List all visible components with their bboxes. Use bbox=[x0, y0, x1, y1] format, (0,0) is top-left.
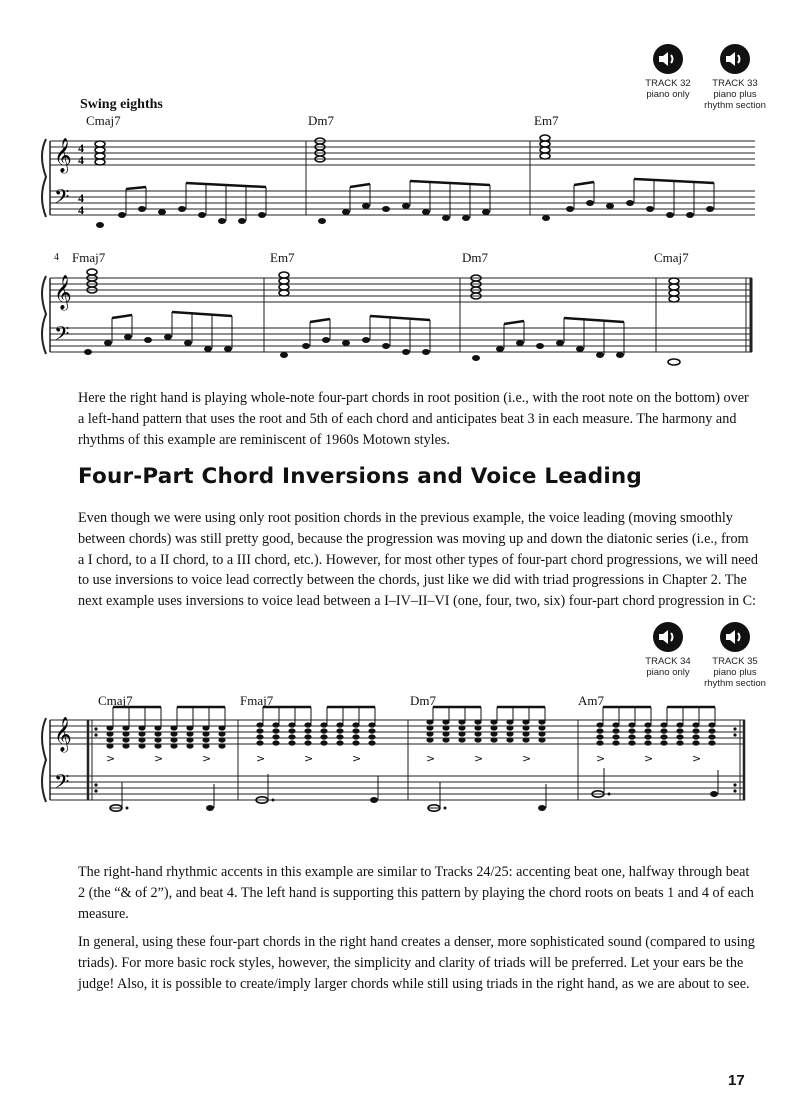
track-title: TRACK 32 bbox=[645, 78, 691, 89]
music-staff-system-2 bbox=[30, 262, 760, 372]
track-32-audio[interactable] bbox=[633, 44, 703, 100]
paragraph-4: In general, using these four-part chords in the right hand creates a denser, more sophisticated sound (compared to using triads). For more basic rock styles, however, the simplicity and clarity of triads will be preferred. Let your ears be the judge! Also, it is possible to create/imply larger chords while still using triads in the right hand, as we are about to see. bbox=[78, 934, 755, 992]
paragraph-3: The right-hand rhythmic accents in this example are similar to Tracks 24/25: accenting beat one, halfway through beat 2 (the “& of 2”), and beat 4. The left hand is supporting this pattern by playing the chord roots on beats 1 and 4 of each measure. bbox=[78, 864, 754, 922]
track-desc-2: rhythm section bbox=[704, 100, 766, 111]
chord-symbol: Dm7 bbox=[410, 693, 436, 708]
svg-text:4: 4 bbox=[78, 191, 84, 205]
speaker-icon bbox=[720, 44, 750, 74]
speaker-icon bbox=[653, 622, 683, 652]
svg-text:>: > bbox=[154, 752, 164, 765]
svg-text:𝄞: 𝄞 bbox=[54, 138, 72, 173]
track-title: TRACK 33 bbox=[712, 78, 758, 89]
svg-text:𝄢: 𝄢 bbox=[54, 770, 70, 798]
chord-symbol: Cmaj7 bbox=[86, 113, 121, 128]
svg-text:4: 4 bbox=[78, 203, 84, 217]
chord-symbol: Cmaj7 bbox=[654, 250, 689, 265]
speaker-icon bbox=[653, 44, 683, 74]
track-title: TRACK 35 bbox=[712, 656, 758, 667]
svg-text:>: > bbox=[474, 752, 484, 765]
speaker-icon bbox=[720, 622, 750, 652]
track-desc: piano plus bbox=[713, 667, 757, 678]
chord-symbol: Dm7 bbox=[308, 113, 334, 128]
svg-text:>: > bbox=[106, 752, 116, 765]
track-title: TRACK 34 bbox=[645, 656, 691, 667]
chord-symbol: Dm7 bbox=[462, 250, 488, 265]
track-33-audio[interactable] bbox=[700, 44, 770, 111]
svg-text:𝄞: 𝄞 bbox=[54, 717, 72, 752]
track-desc: piano only bbox=[646, 667, 690, 678]
chord-symbol: Em7 bbox=[270, 250, 295, 265]
svg-text:4: 4 bbox=[78, 141, 84, 155]
chord-symbol: Am7 bbox=[578, 693, 604, 708]
chord-symbol: Em7 bbox=[534, 113, 559, 128]
svg-text:>: > bbox=[256, 752, 266, 765]
music-staff-system-1 bbox=[30, 125, 760, 235]
svg-text:>: > bbox=[426, 752, 436, 765]
svg-text:𝄞: 𝄞 bbox=[54, 275, 72, 310]
svg-text:>: > bbox=[522, 752, 532, 765]
svg-text:𝄢: 𝄢 bbox=[54, 322, 70, 350]
paragraph-1: Here the right hand is playing whole-note four-part chords in root position (i.e., with the root note on the bottom) over a left-hand pattern that uses the root and 5th of each chord and anticipates beat 3 in each measure. The harmony and rhythms of this example are reminiscent of 1960s Motown styles. bbox=[78, 390, 749, 448]
svg-text:𝄢: 𝄢 bbox=[54, 185, 70, 213]
chord-symbol: Cmaj7 bbox=[98, 693, 133, 708]
page-number: 17 bbox=[728, 1072, 745, 1089]
music-staff-system-3 bbox=[30, 704, 760, 824]
svg-text:>: > bbox=[304, 752, 314, 765]
svg-text:>: > bbox=[596, 752, 606, 765]
track-desc: piano only bbox=[646, 89, 690, 100]
tempo-label: Swing eighths bbox=[80, 97, 163, 112]
track-desc: piano plus bbox=[713, 89, 757, 100]
svg-text:4: 4 bbox=[78, 153, 84, 167]
svg-text:>: > bbox=[202, 752, 212, 765]
svg-text:>: > bbox=[692, 752, 702, 765]
measure-number: 4 bbox=[54, 252, 59, 263]
chord-symbol: Fmaj7 bbox=[240, 693, 274, 708]
track-desc-2: rhythm section bbox=[704, 678, 766, 689]
track-34-audio[interactable] bbox=[633, 622, 703, 678]
section-heading: Four-Part Chord Inversions and Voice Leading bbox=[78, 464, 642, 489]
paragraph-2: Even though we were using only root position chords in the previous example, the voice leading (moving smoothly between chords) was still pretty good, because the progression was moving up and down the diatonic series (i.e., from a I chord, to a II chord, to a III chord, etc.). However, for most other types of four-part chord progressions, we will need to use inversions to voice lead correctly between the chords, just like we did with triad progressions in Chapter 2. The next example uses inversions to voice lead between a I–IV–II–VI (one, four, two, six) four-part chord progression in C: bbox=[78, 510, 758, 610]
svg-text:>: > bbox=[644, 752, 654, 765]
svg-text:>: > bbox=[352, 752, 362, 765]
track-35-audio[interactable] bbox=[700, 622, 770, 689]
chord-symbol: Fmaj7 bbox=[72, 250, 106, 265]
